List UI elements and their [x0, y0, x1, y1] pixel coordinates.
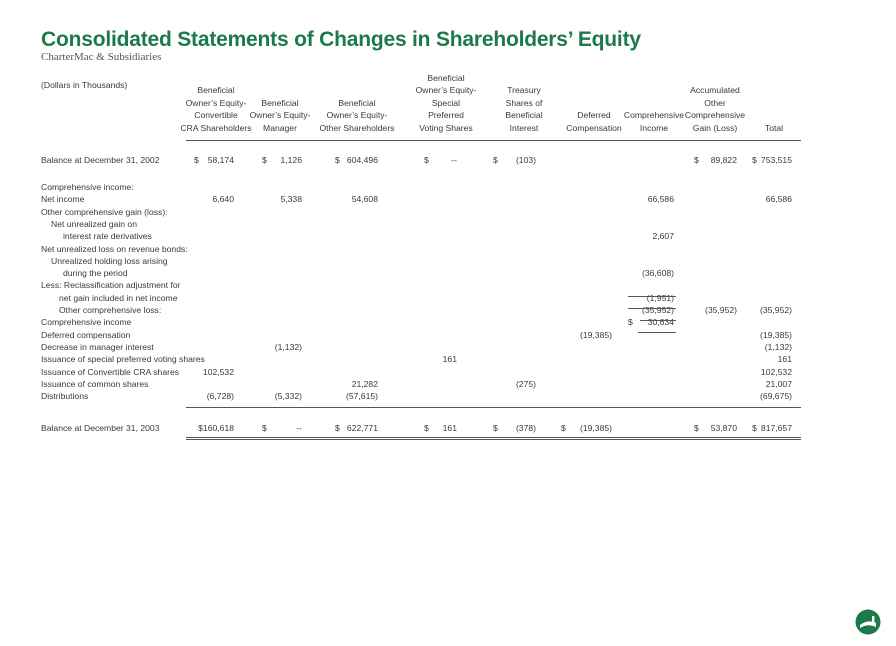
table-cell: (69,675) [759, 391, 792, 402]
currency-symbol: $ [628, 317, 633, 328]
table-cell: 53,870 [710, 423, 737, 433]
table-cell: 753,515 [760, 155, 792, 165]
table-cell: -- [296, 423, 302, 433]
table-cell: 622,771 [346, 423, 378, 433]
column-header: Owner’s Equity- [326, 110, 388, 121]
underline [640, 320, 676, 321]
table-cell: (35,952) [641, 305, 674, 315]
currency-symbol: $ [752, 155, 757, 165]
column-header: Beneficial [261, 97, 299, 108]
company-subtitle: CharterMac & Subsidiaries [41, 51, 162, 63]
table-cell: 58,174 [207, 155, 234, 165]
table-cell: $160,618 [198, 423, 234, 433]
column-header: Compensation [566, 122, 622, 133]
table-cell: (35,952) [759, 305, 792, 315]
row-label: interest rate derivatives [63, 231, 152, 242]
row-label: Issuance of Convertible CRA shares [41, 366, 180, 377]
row-label: Deferred compensation [41, 329, 131, 340]
column-header: Total [764, 122, 784, 133]
currency-symbol: $ [493, 423, 498, 433]
units-note: (Dollars in Thousands) [41, 80, 128, 90]
row-label: Other comprehensive gain (loss): [41, 206, 168, 217]
currency-symbol: $ [694, 155, 699, 165]
column-header: Beneficial [505, 110, 543, 121]
row-label: Comprehensive income: [41, 182, 134, 192]
row-label: Other comprehensive loss: [59, 305, 162, 315]
column-header: Gain (Loss) [692, 122, 738, 133]
table-cell: 66,586 [647, 194, 674, 205]
column-header: Comprehensive [684, 110, 746, 121]
table-cell: (1,951) [646, 292, 674, 303]
table-cell: (19,385) [759, 329, 792, 340]
row-label: during the period [63, 268, 128, 279]
row-label: Net unrealized gain on [51, 218, 137, 229]
currency-symbol: $ [561, 423, 566, 433]
underline [628, 296, 676, 297]
column-header: Manager [263, 122, 297, 133]
table-cell: 102,532 [760, 366, 792, 377]
column-header: Comprehensive [623, 110, 685, 121]
table-cell: (19,385) [579, 423, 612, 433]
table-cell: (35,952) [704, 305, 737, 315]
table-cell: 30,634 [647, 317, 674, 328]
column-header: Deferred [577, 110, 611, 121]
table-cell: 161 [442, 423, 457, 433]
table-cell: 66,586 [765, 194, 792, 205]
column-header: Treasury [507, 85, 541, 96]
table-cell: 6,640 [212, 194, 234, 205]
row-label: Decrease in manager interest [41, 341, 154, 352]
currency-symbol: $ [335, 423, 340, 433]
row-label: Less: Reclassification adjustment for [41, 280, 181, 291]
column-header: Owner’s Equity- [415, 85, 477, 96]
table-cell: (36,608) [641, 268, 674, 279]
column-header: Interest [509, 122, 539, 133]
table-cell: 54,608 [351, 194, 378, 205]
table-cell: 2,607 [652, 231, 674, 242]
column-header: CRA Shareholders [180, 122, 252, 133]
column-header: Other [704, 97, 726, 108]
table-cell: 89,822 [710, 155, 737, 165]
row-label: net gain included in net income [59, 292, 178, 303]
table-cell: 161 [777, 354, 792, 365]
table-cell: 1,126 [280, 155, 302, 165]
table-cell: (103) [515, 155, 536, 165]
currency-symbol: $ [262, 423, 267, 433]
column-header: Income [639, 122, 669, 133]
table-cell: 161 [442, 354, 457, 365]
table-cell: 102,532 [202, 366, 234, 377]
column-header: Beneficial [338, 97, 376, 108]
header-rule [186, 140, 801, 141]
page-title: Consolidated Statements of Changes in Shareholders’ Equity [41, 28, 641, 51]
row-label: Unrealized holding loss arising [51, 255, 168, 266]
table-cell: (378) [515, 423, 536, 433]
table-cell: 817,657 [760, 423, 792, 433]
row-label: Balance at December 31, 2003 [41, 423, 160, 433]
row-label: Comprehensive income [41, 317, 132, 328]
table-cell: (57,615) [345, 391, 378, 402]
underline [628, 308, 676, 309]
currency-symbol: $ [694, 423, 699, 433]
column-header: Preferred [428, 110, 464, 121]
column-header: Accumulated [690, 85, 740, 96]
column-header: Owner’s Equity- [249, 110, 311, 121]
currency-symbol: $ [262, 155, 267, 165]
row-label: Balance at December 31, 2002 [41, 155, 160, 165]
currency-symbol: $ [335, 155, 340, 165]
table-cell: (1,132) [274, 341, 302, 352]
currency-symbol: $ [752, 423, 757, 433]
table-cell: 5,338 [280, 194, 302, 205]
chartermac-logo-icon [855, 609, 881, 640]
underline [186, 407, 801, 408]
table-cell: 604,496 [346, 155, 378, 165]
table-cell: (1,132) [764, 341, 792, 352]
row-label: Issuance of special preferred voting shares [41, 354, 205, 365]
table-cell: (6,728) [206, 391, 234, 402]
double-rule [186, 439, 801, 440]
row-label: Issuance of common shares [41, 378, 149, 389]
currency-symbol: $ [424, 423, 429, 433]
table-cell: (5,332) [274, 391, 302, 402]
table-cell: -- [451, 155, 457, 165]
column-header: Convertible [194, 110, 238, 121]
table-cell: 21,282 [351, 378, 378, 389]
column-header: Other Shareholders [319, 122, 395, 133]
column-header: Beneficial [427, 73, 465, 83]
row-label: Distributions [41, 391, 89, 402]
column-header: Owner’s Equity- [185, 97, 247, 108]
table-cell: (275) [515, 378, 536, 389]
table-cell: (19,385) [579, 329, 612, 340]
row-label: Net unrealized loss on revenue bonds: [41, 243, 188, 254]
table-cell: 21,007 [765, 378, 792, 389]
currency-symbol: $ [194, 155, 199, 165]
underline [638, 332, 676, 333]
column-header: Shares of [505, 97, 543, 108]
currency-symbol: $ [493, 155, 498, 165]
column-header: Beneficial [197, 85, 235, 96]
column-header: Special [431, 97, 461, 108]
currency-symbol: $ [424, 155, 429, 165]
column-header: Voting Shares [419, 122, 473, 133]
double-rule [186, 437, 801, 438]
row-label: Net income [41, 194, 85, 205]
